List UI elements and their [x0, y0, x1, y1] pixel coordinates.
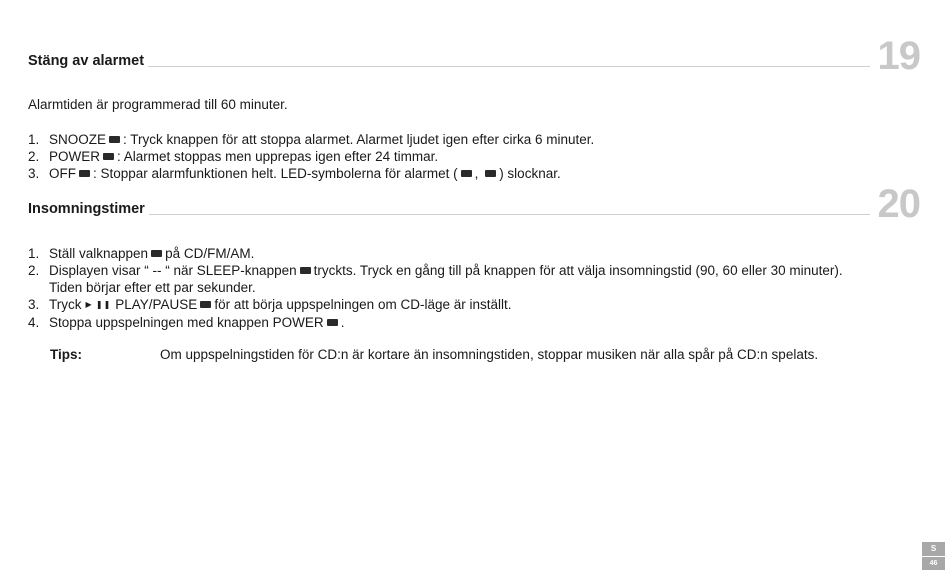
step-text: Tiden börjar efter ett par sekunder. [49, 280, 256, 295]
sleep-timer-steps [28, 245, 843, 331]
list-item [28, 148, 594, 165]
language-tab: S [922, 542, 945, 556]
section-title: Insomningstimer [28, 201, 149, 217]
section-divider [28, 66, 870, 67]
play-pause-button-icon [200, 301, 211, 308]
tips-text: Om uppspelningstiden för CD:n är kortare än insomningstiden, stoppar musiken när alla spår på CD:n spelats. [160, 347, 819, 362]
step-text: Displayen visar “ -- “ när SLEEP-knappen [49, 263, 297, 278]
step-number: 2. [28, 263, 40, 278]
step-number: 3. [28, 166, 40, 181]
list-item [28, 131, 594, 148]
power-button-icon [327, 319, 338, 326]
step-text: . [340, 314, 345, 330]
list-item [28, 296, 843, 314]
step-text: : Alarmet stoppas men upprepas igen efter 24 timmar. [117, 149, 439, 164]
step-number: 3. [28, 297, 40, 312]
list-item [28, 262, 843, 296]
intro-paragraph: Alarmtiden är programmerad till 60 minuter. [28, 97, 288, 112]
step-text: : Stoppar alarmfunktionen helt. LED-symbolerna för alarmet ( [93, 166, 458, 181]
list-item [28, 245, 843, 262]
section-number: 19 [877, 34, 920, 78]
step-text: OFF [49, 166, 76, 181]
tips-label: Tips: [50, 347, 83, 362]
alarm-off-steps [28, 131, 594, 182]
section-title: Stäng av alarmet [28, 53, 148, 69]
selector-button-icon [151, 250, 162, 257]
power-button-icon [103, 153, 114, 160]
step-text: tryckts. Tryck en gång till på knappen för att välja insomningstid (90, 60 eller 30 minuter). [313, 263, 843, 278]
section-divider [28, 214, 870, 215]
step-text: ) slocknar. [499, 166, 561, 181]
step-text: PLAY/PAUSE [115, 297, 198, 312]
list-item [28, 314, 843, 331]
step-number: 4. [28, 314, 40, 330]
list-item [28, 165, 594, 182]
off-button-icon [79, 170, 90, 177]
play-pause-icon: ▶ ❚❚ [85, 299, 112, 309]
page-number: 46 [922, 557, 945, 570]
section-header-alarm-off [28, 34, 920, 78]
sleep-button-icon [300, 267, 311, 274]
step-text: SNOOZE [49, 132, 107, 147]
step-text: : Tryck knappen för att stoppa alarmet. Alarmet ljudet igen efter cirka 6 minuter. [123, 132, 595, 147]
snooze-button-icon [109, 136, 120, 143]
section-header-sleep-timer [28, 182, 920, 226]
step-number: 1. [28, 246, 40, 261]
step-number: 1. [28, 132, 40, 147]
section-number: 20 [877, 182, 920, 226]
step-text: Stoppa uppspelningen med knappen POWER [49, 314, 324, 330]
step-text: på CD/FM/AM. [165, 246, 255, 261]
step-number: 2. [28, 149, 40, 164]
step-text: för att börja uppspelningen om CD-läge är inställt. [214, 297, 512, 312]
alarm-led-icon [485, 170, 496, 177]
step-text: Ställ valknappen [49, 246, 149, 261]
step-text: POWER [49, 149, 101, 164]
alarm-led-icon [461, 170, 472, 177]
step-text: , [474, 166, 483, 181]
step-text: Tryck [49, 297, 82, 312]
